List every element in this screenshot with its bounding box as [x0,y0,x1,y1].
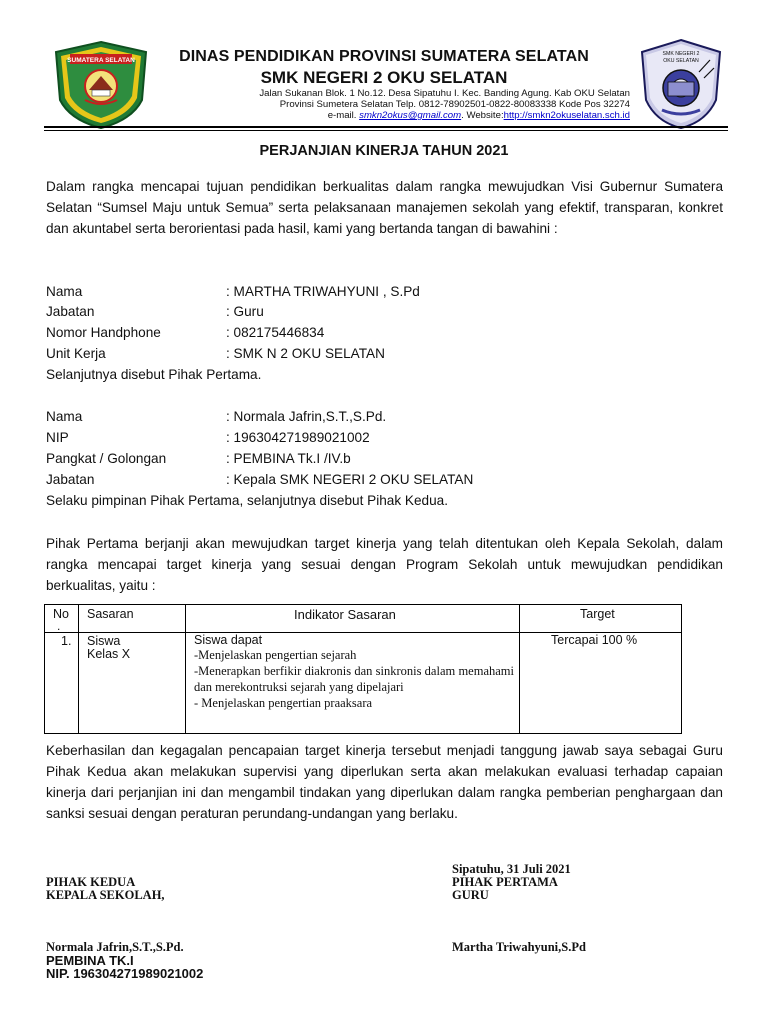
field-label: Pangkat / Golongan [46,451,167,466]
header-no-dot: . [57,619,61,633]
address-line-1: Jalan Sukanan Blok. 1 No.12. Desa Sipatuhu I. Kec. Banding Agung. Kab OKU Selatan [259,88,630,99]
svg-text:OKU SELATAN: OKU SELATAN [663,58,699,64]
left-signatory-role: PIHAK KEDUA [46,875,136,889]
field-value: : 196304271989021002 [226,430,370,445]
table-divider [78,605,79,733]
sasaran-line: Kelas X [87,647,131,661]
logo-right-caption: SMK NEGERI 2 [662,51,700,57]
field-value: : SMK N 2 OKU SELATAN [226,346,385,361]
agency-name: DINAS PENDIDIKAN PROVINSI SUMATERA SELATAN [179,48,589,65]
row-indikator [194,633,514,711]
place-date: Sipatuhu, 31 Juli 2021 [452,862,571,876]
field-value: : Guru [226,304,264,319]
left-signatory-nip: NIP. 196304271989021002 [46,966,204,981]
party2-closing: Selaku pimpinan Pihak Pertama, selanjutnya disebut Pihak Kedua. [46,493,449,508]
commitment-paragraph: Pihak Pertama berjanji akan mewujudkan target kinerja yang telah ditentukan oleh Kepala Sekolah, dalam rangka mencapai target kinerja yang sesuai dengan Program Sekolah untuk mewujudkan pendidikan berkualitas, yaitu : [46,536,723,593]
field-label: Nama [46,409,83,424]
left-signatory-rank: PEMBINA TK.I [46,953,134,968]
row-sasaran [87,635,130,661]
row-no: 1. [61,634,72,648]
header-no: No [53,607,69,621]
field-label: Nama [46,284,83,299]
right-signatory-role: PIHAK PERTAMA [452,875,558,889]
website-label: . Website: [461,110,504,121]
header-sasaran: Sasaran [87,607,134,621]
row-target: Tercapai 100 % [551,633,638,647]
contact-line [160,110,630,121]
field-value: : 082175446834 [226,325,325,340]
field-value: : Kepala SMK NEGERI 2 OKU SELATAN [226,472,474,487]
table-divider [519,605,520,733]
indikator-item: - Menjelaskan pengertian praaksara [194,696,373,710]
field-label: Nomor Handphone [46,325,161,340]
logo-left-caption: SUMATERA SELATAN [67,57,135,64]
header-indikator: Indikator Sasaran [294,607,396,622]
document-title: PERJANJIAN KINERJA TAHUN 2021 [259,143,509,159]
header-target: Target [580,607,615,621]
indikator-item: -Menjelaskan pengertian sejarah [194,648,357,662]
field-value: : PEMBINA Tk.I /IV.b [226,451,351,466]
field-label: Unit Kerja [46,346,106,361]
field-label: Jabatan [46,304,95,319]
indikator-item: -Menerapkan berfikir diakronis dan sinkronis dalam memahami dan merekontruksi sejarah yang dipelajari [194,664,514,694]
field-label: NIP [46,430,69,445]
party1-closing: Selanjutnya disebut Pihak Pertama. [46,367,262,382]
email-link[interactable]: smkn2okus@gmail.com [359,110,462,121]
field-label: Jabatan [46,472,95,487]
letterhead-rule-thin [44,130,728,131]
left-signatory-name: Normala Jafrin,S.T.,S.Pd. [46,940,184,954]
address-line-2: Provinsi Sumetera Selatan Telp. 0812-78902501-0822-80083338 Kode Pos 32274 [279,99,630,110]
indikator-intro: Siswa dapat [194,633,263,647]
letterhead-rule [44,126,728,128]
field-value: : MARTHA TRIWAHYUNI , S.Pd [226,284,420,299]
right-signatory-name: Martha Triwahyuni,S.Pd [452,940,586,954]
email-label: e-mail. [327,110,360,121]
website-link[interactable]: http://smkn2okuselatan.sch.id [503,110,630,121]
target-table [44,604,682,734]
school-name: SMK NEGERI 2 OKU SELATAN [260,68,508,87]
responsibility-paragraph: Keberhasilan dan kegagalan pencapaian target kinerja tersebut menjadi tanggung jawab saya sebagai Guru Pihak Kedua akan melakukan supervisi yang diperlukan serta akan melakukan evaluasi terhadap capaian kinerja dari perjanjian ini dan mengambil tindakan yang diperlukan dalam rangka pemberian penghargaan dan sanksi sesuai dengan peraturan perundang-undangan yang berlaku. [46,743,723,821]
sasaran-line: Siswa [87,634,121,648]
intro-paragraph: Dalam rangka mencapai tujuan pendidikan berkualitas dalam rangka mewujudkan Visi Gubernur Sumatera Selatan “Sumsel Maju untuk Semua” serta pelaksanaan manajemen sekolah yang efektif, transparan, konkret dan akuntabel serta berorientasi pada hasil, kami yang bertanda tangan di bawahini : [46,179,723,236]
right-signatory-title: GURU [452,888,489,902]
left-signatory-title: KEPALA SEKOLAH, [46,888,165,902]
field-value: : Normala Jafrin,S.T.,S.Pd. [226,409,387,424]
table-divider [185,605,186,733]
